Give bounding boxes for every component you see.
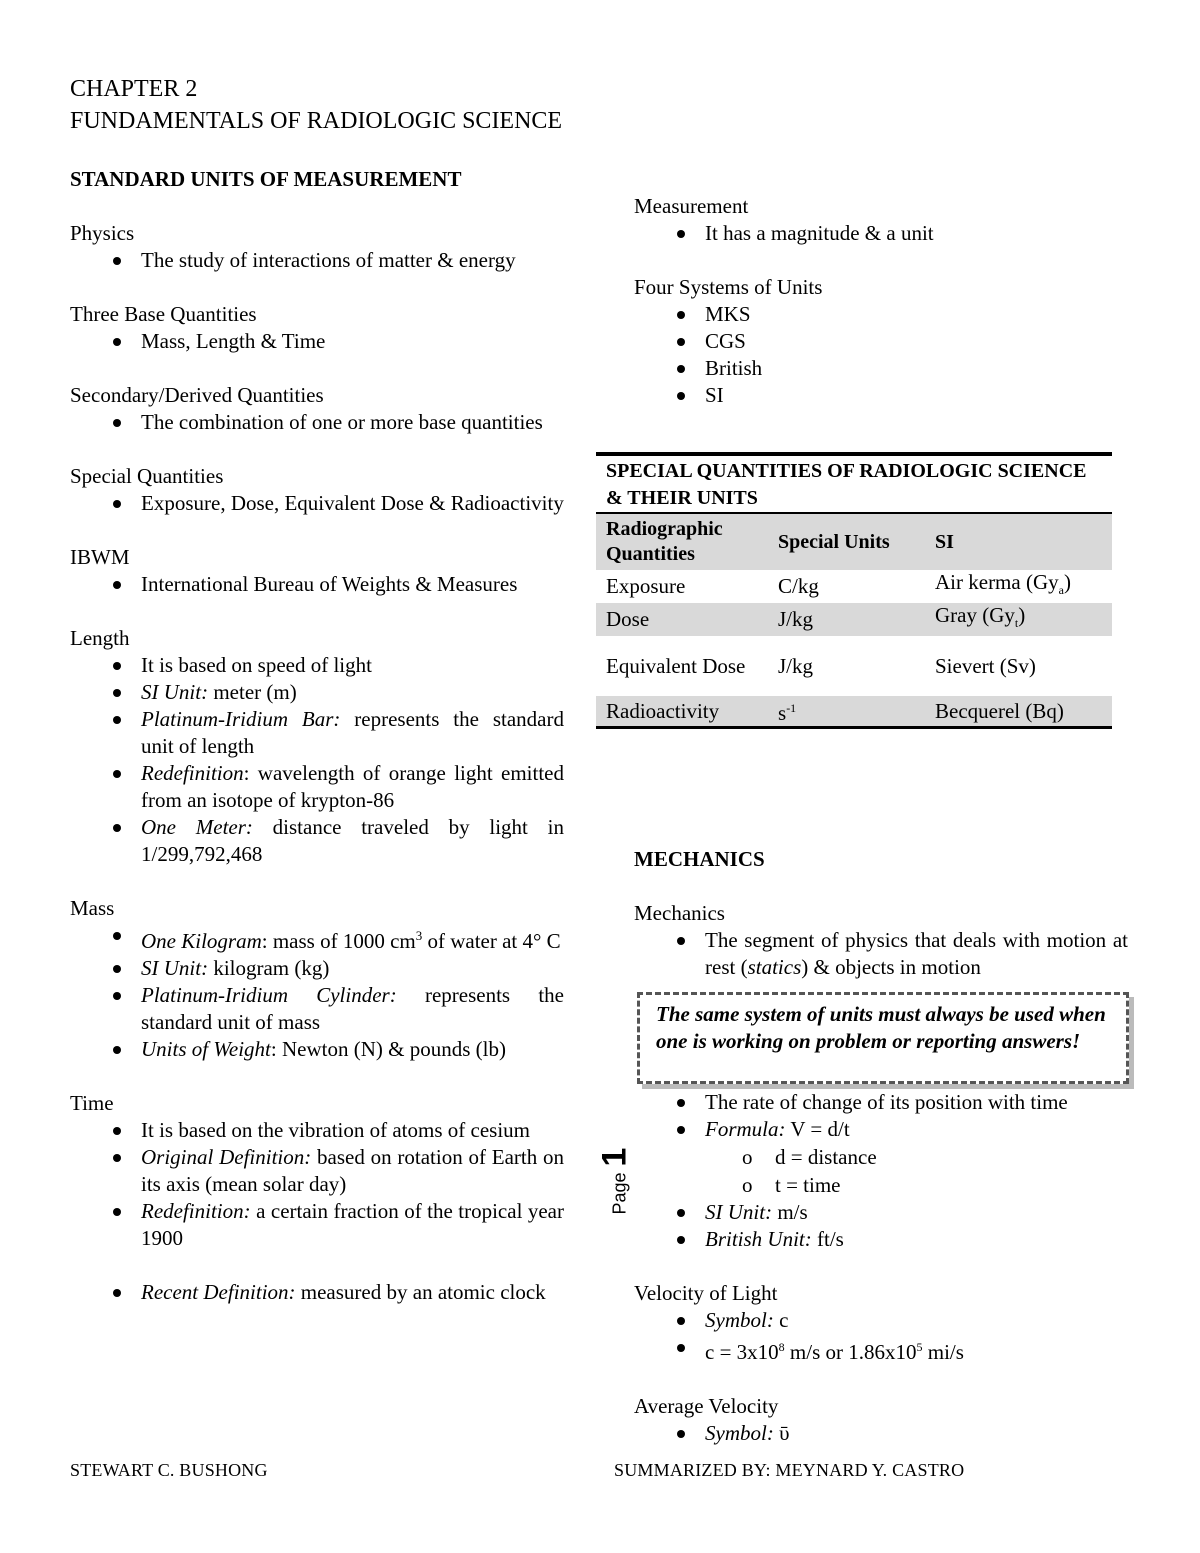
physics-list	[70, 247, 564, 274]
item-text: m/s or 1.86x10	[784, 1340, 917, 1364]
note-callout	[637, 992, 1129, 1084]
special-quantities-list	[70, 490, 564, 517]
item-text: represents the standard unit of mass	[141, 983, 564, 1034]
list-item	[70, 814, 564, 868]
list-item: British	[634, 355, 1128, 382]
list-item	[70, 1036, 564, 1063]
table-cell	[925, 570, 1112, 603]
footer-author: STEWART C. BUSHONG	[70, 1460, 268, 1480]
item-text: : mass of 1000 cm	[261, 929, 416, 953]
list-item: The study of interactions of matter & energy	[70, 247, 564, 274]
light-list	[634, 1307, 1128, 1366]
list-item: It has a magnitude & a unit	[634, 220, 1128, 247]
item-label: Original Definition:	[141, 1145, 312, 1169]
item-label: Redefinition:	[141, 1199, 251, 1223]
list-item	[70, 982, 564, 1036]
table-header-cell: Radiographic Quantities	[596, 513, 768, 570]
list-item: Exposure, Dose, Equivalent Dose & Radioactivity	[70, 490, 564, 517]
item-label: One Meter:	[141, 815, 253, 839]
table-cell	[925, 603, 1112, 636]
table-cell: Dose	[606, 607, 650, 632]
list-item: The combination of one or more base quantities	[70, 409, 564, 436]
list-item	[634, 1199, 1128, 1226]
list-item	[634, 1334, 1128, 1366]
table-row	[596, 603, 1112, 636]
item-text: of water at 4° C	[422, 929, 561, 953]
left-column	[70, 166, 564, 1306]
item-label: British Unit:	[705, 1227, 812, 1251]
ibwm-title: IBWM	[70, 545, 130, 569]
velocity-sub-list	[634, 1143, 1128, 1199]
table-row	[596, 570, 1112, 603]
cell-text: )	[1018, 603, 1026, 628]
item-text: measured by an atomic clock	[295, 1280, 546, 1304]
item-label: Formula:	[705, 1117, 786, 1141]
base-quantities-title: Three Base Quantities	[70, 302, 257, 326]
page-num: 1	[595, 1147, 634, 1167]
item-text: : wavelength of orange light emitted from an isotope of krypton-86	[141, 761, 564, 812]
measurement-title: Measurement	[634, 194, 749, 218]
list-item	[634, 1420, 1128, 1447]
mechanics-list	[634, 927, 1128, 981]
item-label: Units of Weight	[141, 1037, 271, 1061]
velocity-units-list	[634, 1199, 1128, 1253]
velocity-list	[634, 1089, 1128, 1143]
list-item: It is based on the vibration of atoms of cesium	[70, 1117, 564, 1144]
table-cell: Exposure	[606, 574, 686, 599]
average-velocity-title: Average Velocity	[634, 1394, 779, 1418]
units-table	[596, 512, 1112, 729]
item-label: Redefinition	[141, 761, 244, 785]
table-cell	[768, 696, 925, 728]
time-list	[70, 1117, 564, 1306]
list-item	[70, 955, 564, 982]
list-item: The rate of change of its position with time	[634, 1089, 1128, 1116]
light-title: Velocity of Light	[634, 1281, 778, 1305]
note-text: The same system of units must always be used when one is working on problem or reporting answers!	[656, 1002, 1106, 1053]
derived-quantities-title: Secondary/Derived Quantities	[70, 383, 324, 407]
list-item: SI	[634, 382, 1128, 409]
item-label: SI Unit:	[141, 680, 209, 704]
list-item	[70, 760, 564, 814]
measurement-list	[634, 220, 1128, 247]
derived-quantities-list	[70, 409, 564, 436]
footer-summarizer: SUMMARIZED BY: MEYNARD Y. CASTRO	[614, 1460, 965, 1480]
item-text: ft/s	[811, 1227, 844, 1251]
cell-text: Gray (Gy	[935, 603, 1015, 628]
table-header-cell: SI	[925, 513, 1112, 570]
list-item	[634, 1226, 1128, 1253]
list-item	[70, 706, 564, 760]
item-text: mi/s	[922, 1340, 964, 1364]
list-item	[70, 1198, 564, 1252]
list-item	[634, 1307, 1128, 1334]
table-header-row	[596, 513, 1112, 570]
item-label: Symbol:	[705, 1308, 774, 1332]
item-label: Symbol:	[705, 1421, 774, 1445]
table-cell: Becquerel (Bq)	[925, 696, 1112, 728]
list-item: o t = time	[634, 1171, 1128, 1199]
superscript: 5	[916, 1340, 923, 1354]
item-label: statics	[747, 955, 802, 979]
list-item	[634, 927, 1128, 981]
document-title: FUNDAMENTALS OF RADIOLOGIC SCIENCE	[70, 108, 563, 134]
mass-list	[70, 922, 564, 1063]
table-row	[596, 696, 1112, 728]
table-cell: J/kg	[778, 653, 814, 678]
list-item	[70, 1279, 564, 1306]
velocity-section	[634, 1089, 1128, 1447]
list-item: International Bureau of Weights & Measures	[70, 571, 564, 598]
table-cell: C/kg	[778, 574, 819, 599]
item-text: a certain fraction of the tropical year 1900	[141, 1199, 564, 1250]
page-label: Page	[609, 1172, 630, 1215]
mechanics-title: Mechanics	[634, 901, 725, 925]
item-text: V = d/t	[785, 1117, 850, 1141]
table-header-cell: Special Units	[768, 513, 925, 570]
mass-title: Mass	[70, 896, 115, 920]
item-text: meter (m)	[208, 680, 297, 704]
item-text: represents the standard unit of length	[141, 707, 564, 758]
list-item: CGS	[634, 328, 1128, 355]
systems-title: Four Systems of Units	[634, 275, 823, 299]
subscript: t	[1014, 616, 1019, 631]
systems-list	[634, 301, 1128, 409]
subscript: a	[1058, 583, 1064, 598]
physics-title: Physics	[70, 221, 135, 245]
cell-text: Air kerma (Gy	[935, 570, 1059, 594]
item-text: based on rotation of Earth on its axis (mean solar day)	[141, 1145, 564, 1196]
item-text: ) & objects in motion	[801, 955, 981, 979]
item-label: SI Unit:	[141, 956, 209, 980]
list-item: It is based on speed of light	[70, 652, 564, 679]
mechanics-section	[634, 846, 1128, 981]
item-label: Platinum-Iridium Cylinder:	[141, 983, 397, 1007]
base-quantities-list	[70, 328, 564, 355]
list-item: o d = distance	[634, 1143, 1128, 1171]
item-label: Recent Definition:	[141, 1280, 296, 1304]
item-text: : Newton (N) & pounds (lb)	[270, 1037, 506, 1061]
superscript: 8	[778, 1340, 785, 1354]
section-heading-standard-units: STANDARD UNITS OF MEASUREMENT	[70, 167, 462, 191]
table-cell: Sievert (Sv)	[935, 653, 1036, 678]
list-item: Mass, Length & Time	[70, 328, 564, 355]
table-cell: Equivalent Dose	[606, 653, 746, 678]
item-text: m/s	[772, 1200, 808, 1224]
length-list	[70, 652, 564, 868]
item-text: distance traveled by light in 1/299,792,468	[141, 815, 564, 866]
item-label: Platinum-Iridium Bar:	[141, 707, 341, 731]
list-item: MKS	[634, 301, 1128, 328]
list-item	[634, 1116, 1128, 1143]
item-text: The segment of physics that deals with motion at rest (	[705, 928, 1128, 979]
item-text: c = 3x10	[705, 1340, 779, 1364]
item-label: One Kilogram	[141, 929, 262, 953]
list-item	[70, 679, 564, 706]
special-quantities-table	[596, 452, 1112, 729]
length-title: Length	[70, 626, 130, 650]
page-number	[590, 1130, 634, 1215]
superscript: -1	[786, 701, 797, 716]
chapter-label: CHAPTER 2	[70, 76, 198, 102]
item-label: SI Unit:	[705, 1200, 773, 1224]
item-text: ῡ	[773, 1421, 790, 1445]
table-cell: Radioactivity	[596, 696, 768, 728]
cell-text: )	[1063, 570, 1071, 594]
section-heading-mechanics: MECHANICS	[634, 847, 765, 871]
superscript: 3	[415, 928, 423, 943]
item-text: kilogram (kg)	[208, 956, 330, 980]
time-title: Time	[70, 1091, 114, 1115]
right-column-top	[634, 193, 1128, 409]
table-row	[596, 636, 1112, 696]
cell-text: s	[778, 701, 787, 726]
table-cell: J/kg	[778, 607, 814, 632]
special-quantities-title: Special Quantities	[70, 464, 224, 488]
list-item	[70, 1144, 564, 1198]
list-item	[70, 922, 564, 955]
average-velocity-list	[634, 1420, 1128, 1447]
item-text: c	[773, 1308, 789, 1332]
table-title: SPECIAL QUANTITIES OF RADIOLOGIC SCIENCE & THEIR UNITS	[596, 452, 1112, 512]
ibwm-list	[70, 571, 564, 598]
